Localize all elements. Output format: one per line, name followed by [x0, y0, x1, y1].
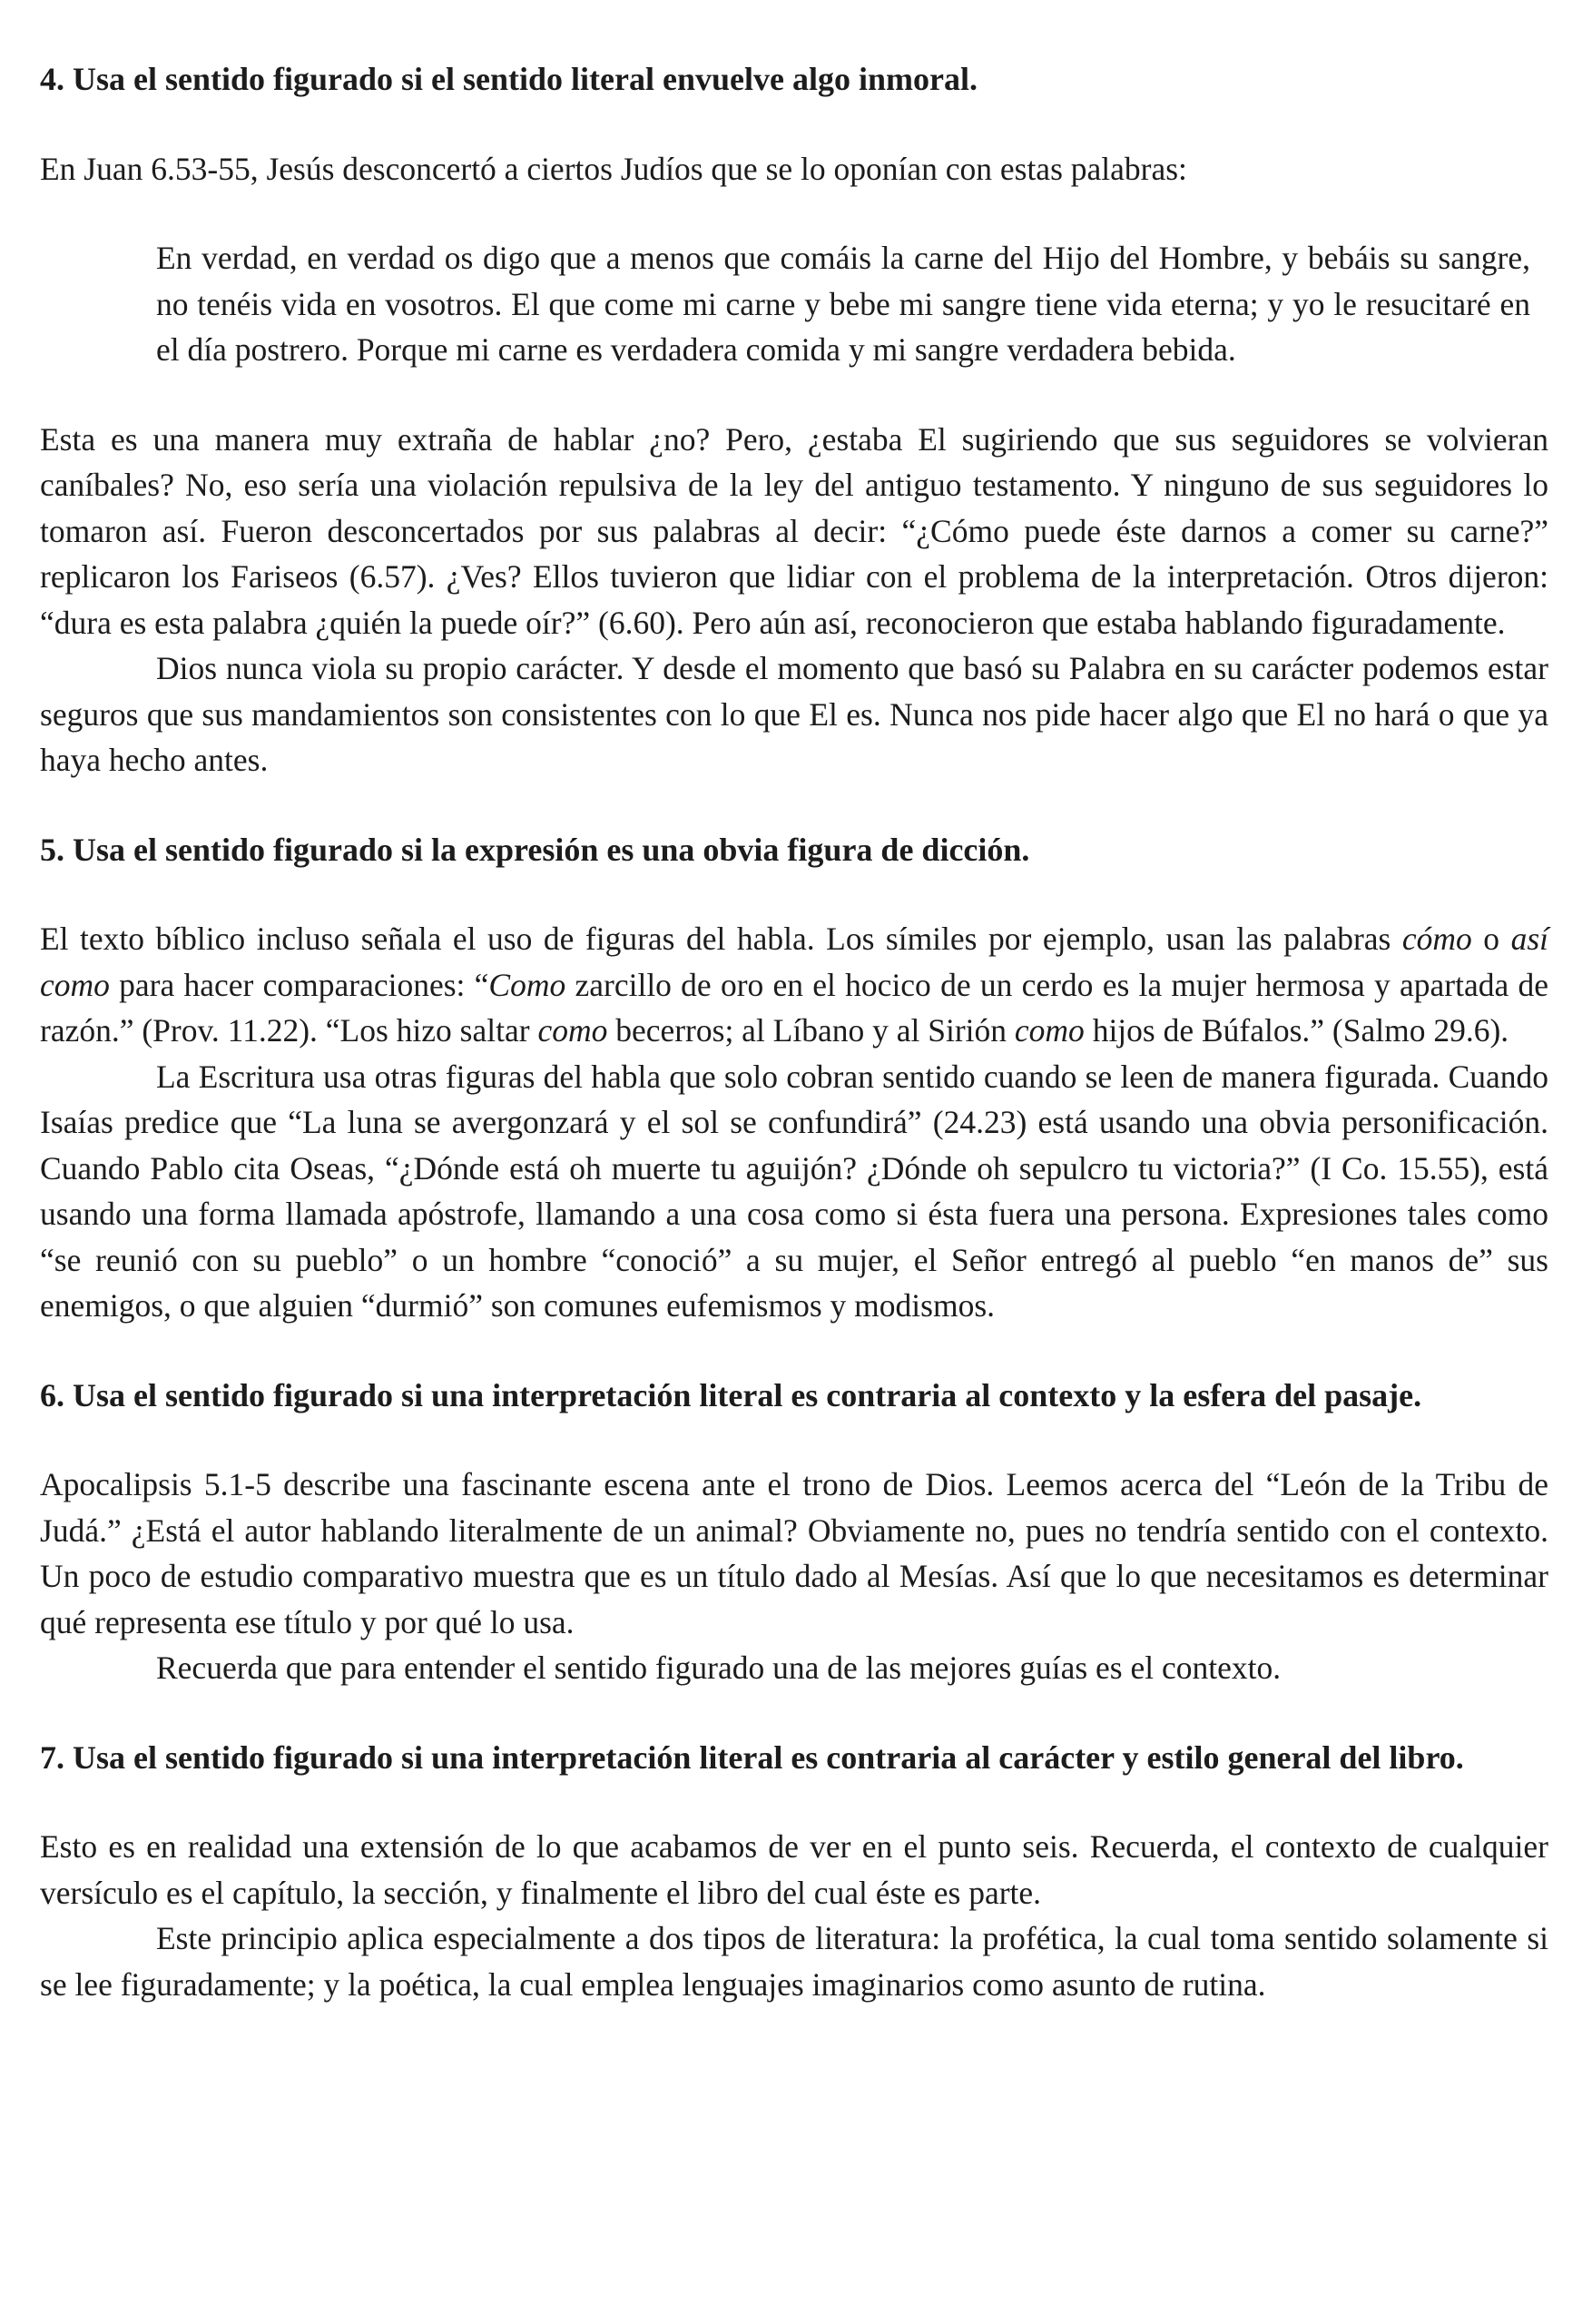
section-4-paragraph-1: Esta es una manera muy extraña de hablar ¿no? Pero, ¿estaba El sugiriendo que sus seguidores se volvieran caníbales? No, eso sería una violación repulsiva de la ley del antiguo testamento. Y ninguno de sus seguidores lo tomaron así. Fueron desconcertados por sus palabras al decir: “¿Cómo puede éste darnos a comer su carne?” replicaron los Fariseos (6.57). ¿Ves? Ellos tuvieron que lidiar con el problema de la interpretación. Otros dijeron: “dura es esta palabra ¿quién la puede oír?” (6.60). Pero aún así, reconocieron que estaba hablando figuradamente.: [40, 420, 1548, 641]
italic-word: Como: [488, 966, 566, 1003]
text-run: becerros; al Líbano y al Sirión: [607, 1012, 1015, 1049]
section-7: [40, 1735, 1548, 2008]
text-run: para hacer comparaciones: “: [109, 966, 489, 1003]
section-4-paragraph-2: Dios nunca viola su propio carácter. Y desde el momento que basó su Palabra en su carácter podemos estar seguros que sus mandamientos son consistentes con lo que El es. Nunca nos pide hacer algo que El no hará o que ya haya hecho antes.: [40, 650, 1548, 778]
text-run: El texto bíblico incluso señala el uso de figuras del habla. Los símiles por ejemplo, usan las palabras: [40, 921, 1402, 957]
italic-word: así como: [40, 921, 1548, 1003]
section-6-paragraph-1: Apocalipsis 5.1-5 describe una fascinante escena ante el trono de Dios. Leemos acerca del “León de la Tribu de Judá.” ¿Está el autor hablando literalmente de un animal? Obviamente no, pues no tendría sentido con el contexto. Un poco de estudio comparativo muestra que es un título dado al Mesías. Así que lo que necesitamos es determinar qué representa ese título y por qué lo usa.: [40, 1466, 1548, 1640]
section-4-quote: En verdad, en verdad os digo que a menos que comáis la carne del Hijo del Hombre, y bebáis su sangre, no tenéis vida en vosotros. El que come mi carne y bebe mi sangre tiene vida eterna; y yo le resucitaré en el día postrero. Porque mi carne es verdadera comida y mi sangre verdadera bebida.: [156, 240, 1530, 368]
italic-word: como: [1014, 1012, 1085, 1049]
section-4-intro: En Juan 6.53-55, Jesús desconcertó a ciertos Judíos que se lo oponían con estas palabras:: [40, 150, 1187, 187]
section-5: [40, 827, 1548, 1329]
text-run: hijos de Búfalos.” (Salmo 29.6).: [1084, 1012, 1509, 1049]
section-6-heading: 6. Usa el sentido figurado si una interpretación literal es contraria al contexto y la esfera del pasaje.: [40, 1376, 1422, 1413]
section-5-heading: 5. Usa el sentido figurado si la expresión es una obvia figura de dicción.: [40, 831, 1030, 868]
section-4-heading: 4. Usa el sentido figurado si el sentido literal envuelve algo inmoral.: [40, 61, 978, 97]
section-6-paragraph-2: Recuerda que para entender el sentido figurado una de las mejores guías es el contexto.: [156, 1649, 1282, 1686]
text-run: o: [1471, 921, 1511, 957]
text-run: zarcillo de oro en el hocico de un cerdo es la mujer hermosa y apartada de razón.” (Prov. 11.22). “Los hizo saltar: [40, 966, 1548, 1049]
italic-word: cómo: [1401, 921, 1472, 957]
section-7-paragraph-1: Esto es en realidad una extensión de lo que acabamos de ver en el punto seis. Recuerda, el contexto de cualquier versículo es el capítulo, la sección, y finalmente el libro del cual éste es parte.: [40, 1828, 1548, 1911]
section-6: [40, 1373, 1548, 1691]
section-7-heading: 7. Usa el sentido figurado si una interpretación literal es contraria al carácter y estilo general del libro.: [40, 1738, 1464, 1776]
section-7-paragraph-2: Este principio aplica especialmente a dos tipos de literatura: la profética, la cual toma sentido solamente si se lee figuradamente; y la poética, la cual emplea lenguajes imaginarios como asunto de rutina.: [40, 1920, 1548, 2003]
italic-word: como: [537, 1012, 608, 1049]
section-5-paragraph-1: [40, 916, 1548, 1054]
section-4: [40, 56, 1548, 783]
section-5-paragraph-2: La Escritura usa otras figuras del habla que solo cobran sentido cuando se leen de manera figurada. Cuando Isaías predice que “La luna se avergonzará y el sol se confundirá” (24.23) está usando una obvia personificación. Cuando Pablo cita Oseas, “¿Dónde está oh muerte tu aguijón? ¿Dónde oh sepulcro tu victoria?” (I Co. 15.55), está usando una forma llamada apóstrofe, llamando a una cosa como si ésta fuera una persona. Expresiones tales como “se reunió con su pueblo” o un hombre “conoció” a su mujer, el Señor entregó al pueblo “en manos de” sus enemigos, o que alguien “durmió” son comunes eufemismos y modismos.: [40, 1058, 1548, 1324]
